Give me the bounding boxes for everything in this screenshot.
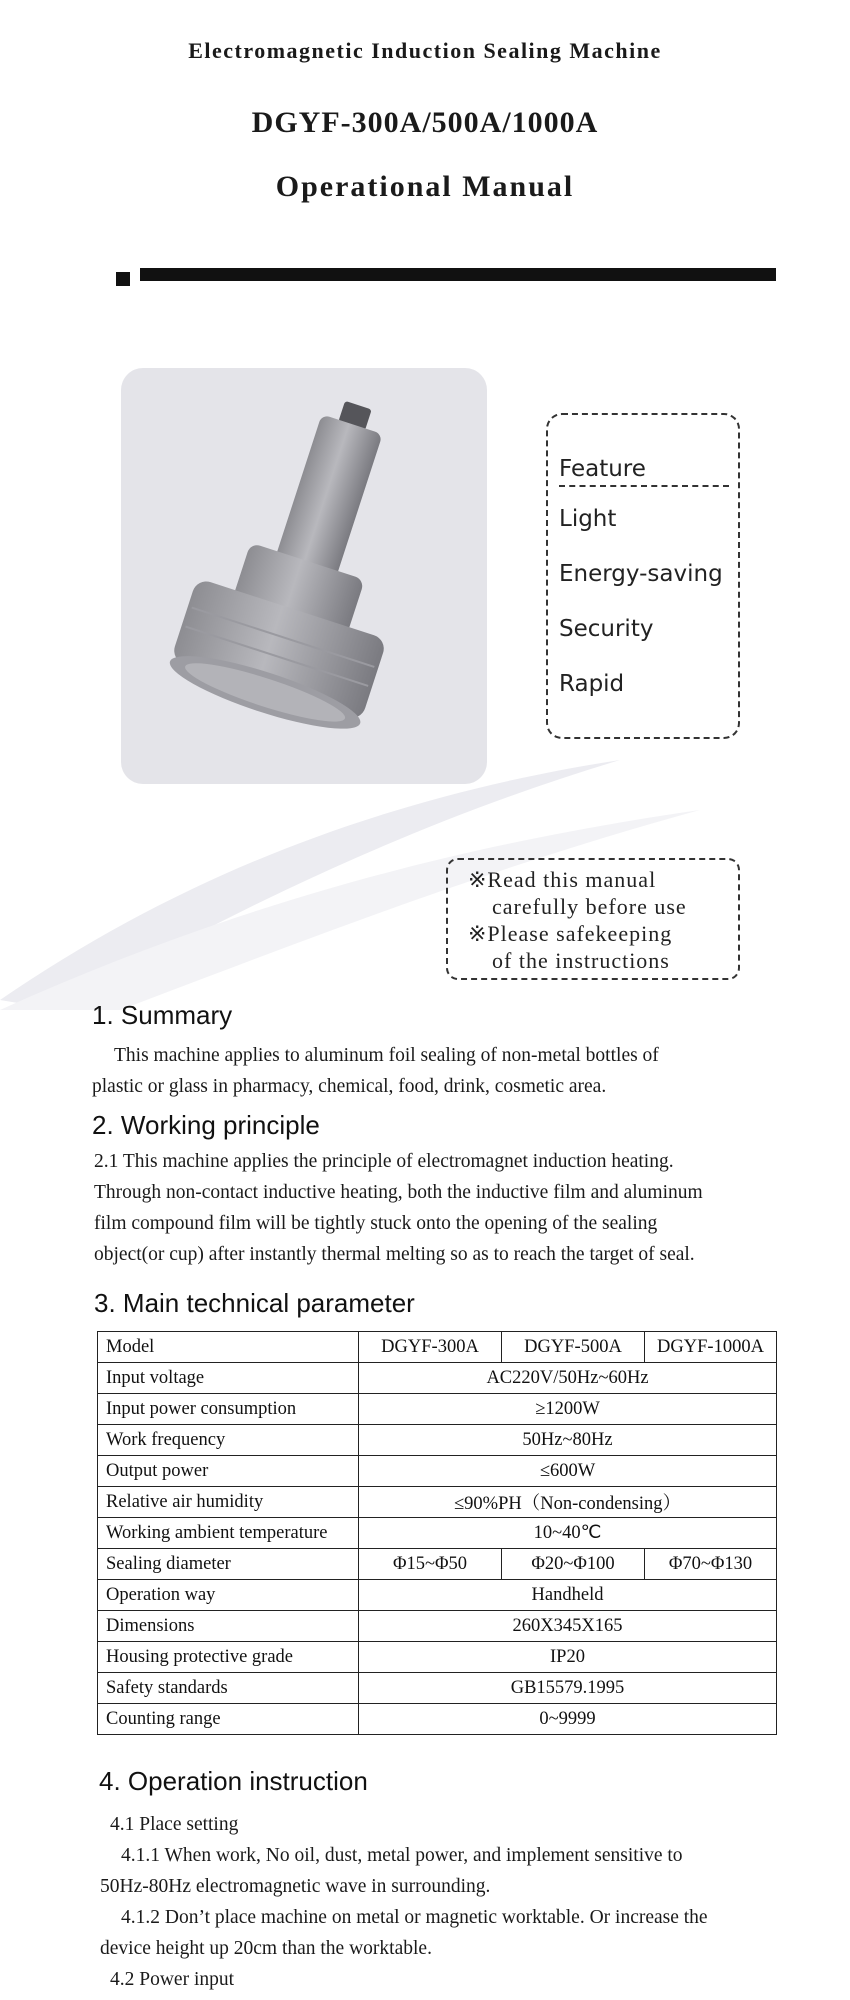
table-row bbox=[98, 1704, 777, 1735]
operation-line: 4.1.2 Don’t place machine on metal or magnetic worktable. Or increase the bbox=[121, 1907, 708, 1928]
feature-item: Rapid bbox=[559, 671, 625, 697]
model-title: DGYF-300A/500A/1000A bbox=[251, 106, 599, 139]
table-cell-label: Working ambient temperature bbox=[98, 1518, 359, 1549]
table-cell: 50Hz~80Hz bbox=[359, 1425, 777, 1456]
table-row bbox=[98, 1363, 777, 1394]
table-row bbox=[98, 1487, 777, 1518]
notice-line: carefully before use bbox=[492, 894, 687, 919]
principle-line: object(or cup) after instantly thermal melting so as to reach the target of seal. bbox=[94, 1244, 695, 1265]
table-row bbox=[98, 1332, 777, 1363]
principle-heading: 2. Working principle bbox=[92, 1110, 320, 1140]
operation-line: 4.1 Place setting bbox=[110, 1814, 239, 1835]
table-cell: Φ70~Φ130 bbox=[645, 1549, 777, 1580]
principle-line: film compound film will be tightly stuck onto the opening of the sealing bbox=[94, 1213, 658, 1234]
table-cell-label: Model bbox=[98, 1332, 359, 1363]
table-row bbox=[98, 1425, 777, 1456]
feature-box bbox=[546, 413, 740, 739]
table-cell: 0~9999 bbox=[359, 1704, 777, 1735]
parameters-heading: 3. Main technical parameter bbox=[94, 1288, 415, 1318]
table-cell-label: Dimensions bbox=[98, 1611, 359, 1642]
table-row bbox=[98, 1456, 777, 1487]
table-cell: DGYF-300A bbox=[359, 1332, 502, 1363]
table-cell-label: Sealing diameter bbox=[98, 1549, 359, 1580]
table-row bbox=[98, 1673, 777, 1704]
parameter-table bbox=[97, 1331, 777, 1735]
table-cell: ≤90%PH（Non-condensing） bbox=[359, 1487, 777, 1518]
table-cell-label: Safety standards bbox=[98, 1673, 359, 1704]
feature-item: Security bbox=[559, 616, 654, 642]
table-cell: Handheld bbox=[359, 1580, 777, 1611]
table-row bbox=[98, 1549, 777, 1580]
table-cell: IP20 bbox=[359, 1642, 777, 1673]
operation-line: 50Hz-80Hz electromagnetic wave in surrounding. bbox=[100, 1876, 491, 1897]
table-row bbox=[98, 1518, 777, 1549]
operation-line: 4.2 Power input bbox=[110, 1969, 235, 1990]
table-cell: DGYF-500A bbox=[502, 1332, 645, 1363]
rule-square bbox=[116, 272, 130, 286]
header-rule bbox=[140, 268, 776, 281]
operation-line: device height up 20cm than the worktable. bbox=[100, 1938, 432, 1959]
table-cell-label: Output power bbox=[98, 1456, 359, 1487]
table-cell-label: Operation way bbox=[98, 1580, 359, 1611]
feature-title: Feature bbox=[559, 455, 729, 487]
notice-line: ※Please safekeeping bbox=[468, 921, 673, 946]
notice-line: ※Read this manual bbox=[468, 867, 657, 892]
table-cell: Φ15~Φ50 bbox=[359, 1549, 502, 1580]
notice-line: of the instructions bbox=[492, 948, 670, 973]
table-cell: GB15579.1995 bbox=[359, 1673, 777, 1704]
table-cell: AC220V/50Hz~60Hz bbox=[359, 1363, 777, 1394]
notice-box bbox=[446, 858, 740, 980]
table-cell: Φ20~Φ100 bbox=[502, 1549, 645, 1580]
table-row bbox=[98, 1580, 777, 1611]
summary-heading: 1. Summary bbox=[92, 1000, 233, 1030]
document-subtitle: Electromagnetic Induction Sealing Machine bbox=[188, 38, 662, 63]
table-cell: 260X345X165 bbox=[359, 1611, 777, 1642]
table-row bbox=[98, 1394, 777, 1425]
principle-line: Through non-contact inductive heating, both the inductive film and aluminum bbox=[94, 1182, 703, 1203]
table-cell: ≤600W bbox=[359, 1456, 777, 1487]
table-cell-label: Input power consumption bbox=[98, 1394, 359, 1425]
summary-line: plastic or glass in pharmacy, chemical, food, drink, cosmetic area. bbox=[92, 1076, 607, 1097]
table-cell: DGYF-1000A bbox=[645, 1332, 777, 1363]
induction-sealer-icon bbox=[121, 368, 487, 784]
feature-item: Energy-saving bbox=[559, 561, 723, 587]
table-cell: 10~40℃ bbox=[359, 1518, 777, 1549]
table-row bbox=[98, 1642, 777, 1673]
feature-item: Light bbox=[559, 506, 617, 532]
table-cell-label: Relative air humidity bbox=[98, 1487, 359, 1518]
summary-line: This machine applies to aluminum foil sealing of non-metal bottles of bbox=[114, 1045, 659, 1066]
table-cell-label: Input voltage bbox=[98, 1363, 359, 1394]
table-row bbox=[98, 1611, 777, 1642]
table-cell-label: Housing protective grade bbox=[98, 1642, 359, 1673]
operation-line: 4.1.1 When work, No oil, dust, metal power, and implement sensitive to bbox=[121, 1845, 683, 1866]
table-cell-label: Work frequency bbox=[98, 1425, 359, 1456]
manual-title: Operational Manual bbox=[275, 170, 575, 203]
principle-line: 2.1 This machine applies the principle of electromagnet induction heating. bbox=[94, 1151, 674, 1172]
table-cell-label: Counting range bbox=[98, 1704, 359, 1735]
operation-heading: 4. Operation instruction bbox=[99, 1766, 368, 1796]
table-cell: ≥1200W bbox=[359, 1394, 777, 1425]
product-photo bbox=[121, 368, 487, 784]
